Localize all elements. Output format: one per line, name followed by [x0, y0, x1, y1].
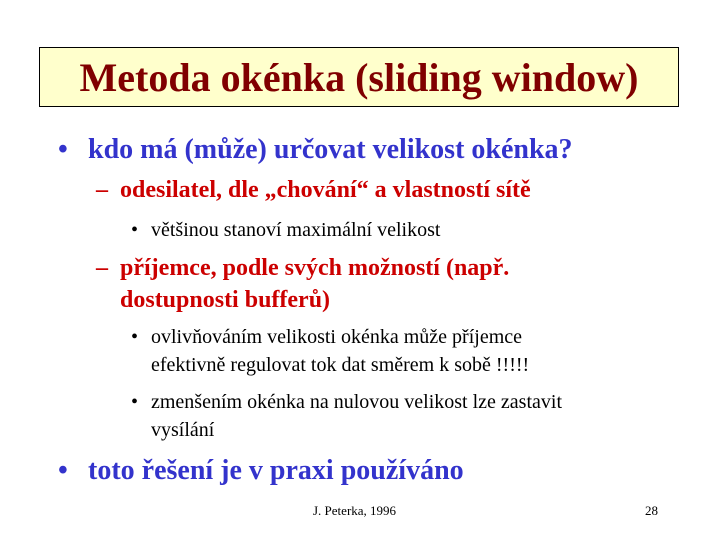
footer-author: J. Peterka, 1996	[313, 503, 397, 518]
dash-marker: –	[96, 255, 108, 281]
sub-sub-bullet-text-line-2: vysílání	[151, 419, 215, 441]
bullet-text: toto řešení je v praxi používáno	[88, 455, 464, 486]
sub-sub-bullet-text-line-1: zmenšením okénka na nulovou velikost lze zastavit	[151, 391, 562, 413]
sub-sub-bullet-marker: •	[131, 219, 139, 241]
sub-sub-bullet-text-line-1: ovlivňováním velikosti okénka může příjemce	[151, 326, 523, 348]
bullet-text: kdo má (může) určovat velikost okénka?	[88, 134, 573, 165]
slide-title: Metoda okénka (sliding window)	[79, 54, 639, 100]
sub-bullet-text: odesilatel, dle „chování“ a vlastností sítě	[120, 177, 531, 203]
sub-bullet-text-line-1: příjemce, podle svých možností (např.	[120, 255, 510, 281]
sub-sub-bullet-text: většinou stanoví maximální velikost	[151, 219, 441, 241]
page-number: 28	[645, 503, 658, 518]
sub-sub-bullet-text-line-2: efektivně regulovat tok dat směrem k sobě !!!!!	[151, 354, 530, 376]
bullet-marker: •	[58, 455, 68, 486]
bullet-marker: •	[58, 134, 68, 165]
sub-bullet-text-line-2: dostupnosti bufferů)	[120, 287, 331, 313]
sub-sub-bullet-marker: •	[131, 391, 139, 413]
dash-marker: –	[96, 177, 108, 203]
title-box	[39, 47, 679, 107]
sub-sub-bullet-marker: •	[131, 326, 139, 348]
